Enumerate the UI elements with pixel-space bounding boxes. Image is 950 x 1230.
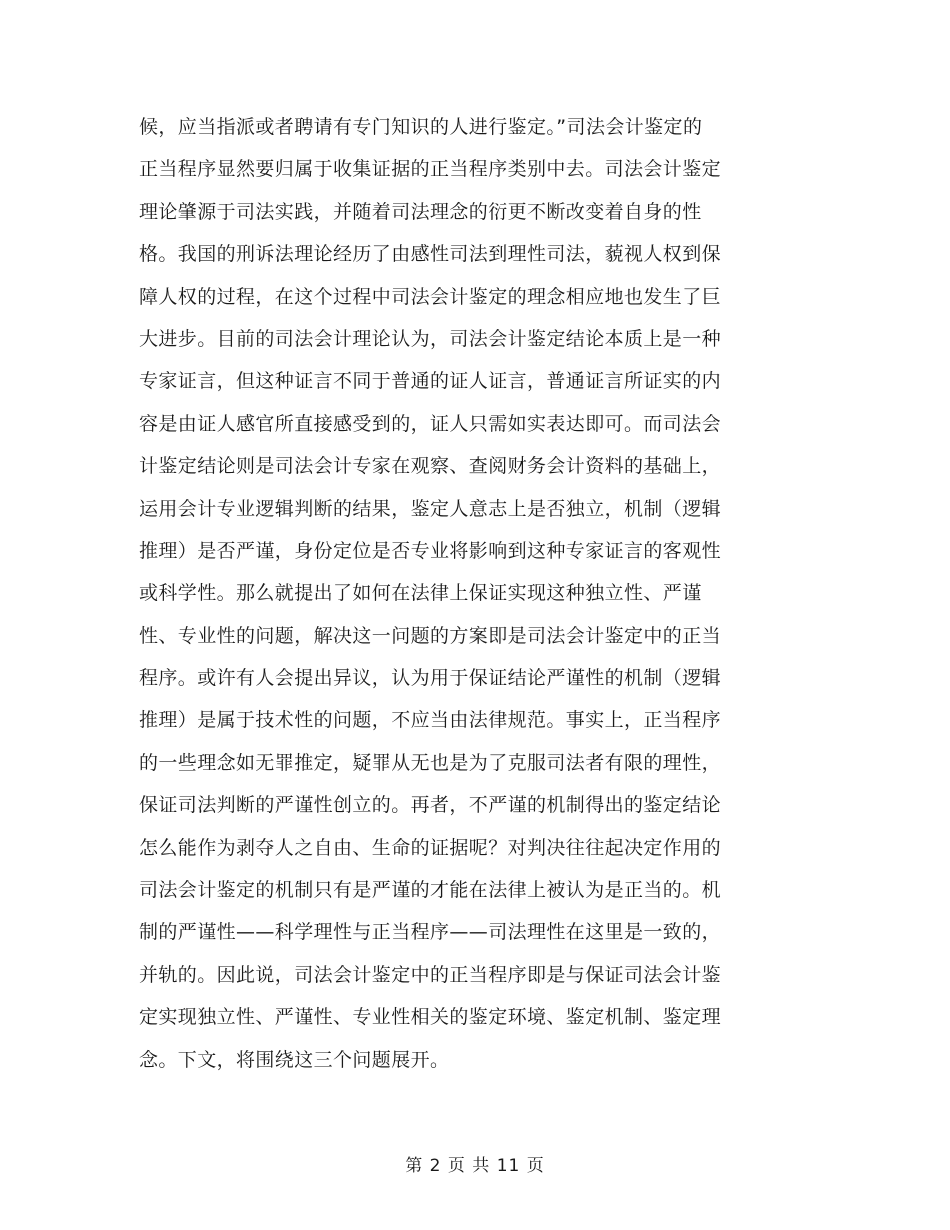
text-line: 保证司法判断的严谨性创立的。再者，不严谨的机制得出的鉴定结论 — [139, 794, 722, 817]
text-line: 或科学性。那么就提出了如何在法律上保证实现这种独立性、严谨 — [139, 582, 702, 605]
text-line: 制的严谨性——科学理性与正当程序——司法理性在这里是一致的， — [139, 921, 722, 944]
current-page-number: 2 — [429, 1156, 442, 1176]
text-line: 专家证言，但这种证言不同于普通的证人证言，普通证言所证实的内 — [139, 370, 722, 393]
text-line: 性、专业性的问题，解决这一问题的方案即是司法会计鉴定中的正当 — [139, 624, 722, 647]
text-line: 候，应当指派或者聘请有专门知识的人进行鉴定。”司法会计鉴定的 — [139, 116, 703, 138]
text-line: 计鉴定结论则是司法会计专家在观察、查阅财务会计资料的基础上， — [139, 455, 722, 478]
text-line: 大进步。目前的司法会计理论认为，司法会计鉴定结论本质上是一种 — [139, 327, 722, 350]
body-text — [139, 106, 819, 1081]
text-line: 理论肇源于司法实践，并随着司法理念的衍更不断改变着自身的性 — [139, 200, 702, 223]
footer-suffix: 页 — [526, 1156, 545, 1176]
text-line: 定实现独立性、严谨性、专业性相关的鉴定环境、鉴定机制、鉴定理 — [139, 1006, 722, 1029]
footer-prefix: 第 — [405, 1156, 424, 1176]
text-line: 推理）是否严谨，身份定位是否专业将影响到这种专家证言的客观性 — [139, 539, 722, 562]
text-line: 推理）是属于技术性的问题，不应当由法律规范。事实上，正当程序 — [139, 709, 722, 732]
text-line: 并轨的。因此说，司法会计鉴定中的正当程序即是与保证司法会计鉴 — [139, 963, 722, 986]
text-line: 运用会计专业逻辑判断的结果，鉴定人意志上是否独立，机制（逻辑 — [139, 497, 722, 520]
text-line: 怎么能作为剥夺人之自由、生命的证据呢？对判决往往起决定作用的 — [139, 836, 722, 859]
text-line: 念。下文，将围绕这三个问题展开。 — [139, 1048, 450, 1071]
text-line: 的一些理念如无罪推定，疑罪从无也是为了克服司法者有限的理性， — [139, 751, 722, 774]
footer-middle: 页 共 — [447, 1156, 491, 1176]
text-line: 障人权的过程，在这个过程中司法会计鉴定的理念相应地也发生了巨 — [139, 285, 722, 308]
text-line: 司法会计鉴定的机制只有是严谨的才能在法律上被认为是正当的。机 — [139, 879, 722, 902]
text-line: 格。我国的刑诉法理论经历了由感性司法到理性司法，藐视人权到保 — [139, 243, 722, 266]
text-line: 正当程序显然要归属于收集证据的正当程序类别中去。司法会计鉴定 — [139, 158, 722, 181]
text-line: 程序。或许有人会提出异议，认为用于保证结论严谨性的机制（逻辑 — [139, 667, 722, 690]
total-pages-number: 11 — [496, 1156, 521, 1176]
page-footer — [0, 1151, 950, 1176]
text-line: 容是由证人感官所直接感受到的，证人只需如实表达即可。而司法会 — [139, 412, 722, 435]
